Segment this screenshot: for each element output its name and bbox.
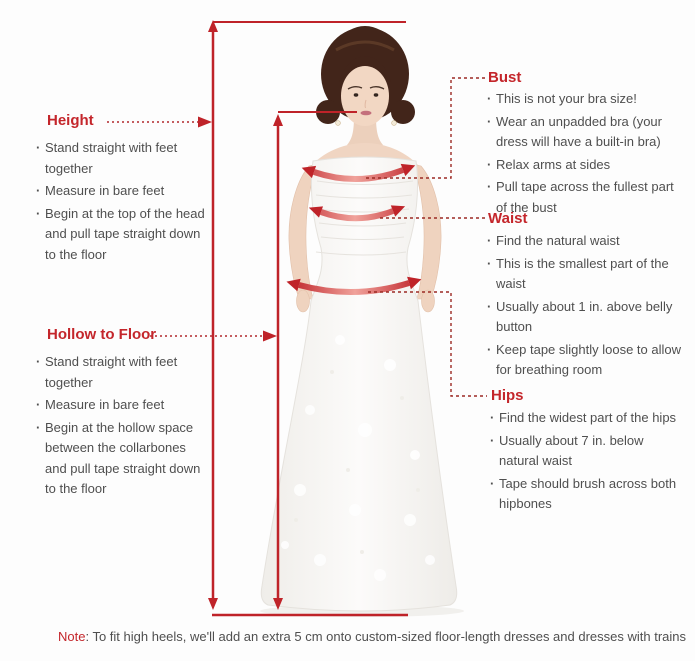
- face: [339, 56, 391, 126]
- bust-instructions-list: [487, 89, 681, 220]
- note-label: Note: [58, 629, 86, 644]
- list-item: · Begin at the top of the head and pull tape straight down to the floor: [36, 204, 208, 266]
- list-item: · Keep tape slightly loose to allow for breathing room: [487, 340, 681, 381]
- note-text: : To fit high heels, we'll add an extra 5 cm onto custom-sized floor-length dresses and dresses with trains: [85, 629, 687, 644]
- height-label-connector: [107, 117, 212, 128]
- list-item: · Pull tape across the fullest part of the bust: [487, 177, 681, 218]
- list-item: · Find the widest part of the hips: [490, 408, 682, 429]
- list-item: · Measure in bare feet: [36, 181, 208, 202]
- footer-note: [58, 629, 686, 644]
- waist-section-title: Waist: [488, 210, 528, 227]
- list-item: · Find the natural waist: [487, 231, 681, 252]
- waist-instructions-list: [487, 231, 681, 383]
- hips-instructions-list: [490, 408, 682, 517]
- hollow-to-floor-instructions-list: [36, 352, 208, 502]
- height-instructions-list: [36, 138, 208, 267]
- list-item: · Relax arms at sides: [487, 155, 681, 176]
- list-item: · Usually about 7 in. below natural waist: [490, 431, 682, 472]
- hips-section-title: Hips: [491, 387, 524, 404]
- list-item: · This is not your bra size!: [487, 89, 681, 110]
- height-section-title: Height: [47, 112, 94, 129]
- list-item: · Stand straight with feet together: [36, 138, 208, 179]
- bust-section-title: Bust: [488, 69, 522, 86]
- list-item: · Stand straight with feet together: [36, 352, 208, 393]
- list-item: · Measure in bare feet: [36, 395, 208, 416]
- hollow-to-floor-section-title: Hollow to Floor: [47, 326, 157, 343]
- list-item: · Usually about 1 in. above belly button: [487, 297, 681, 338]
- bride-figure: [260, 26, 464, 617]
- list-item: · Begin at the hollow space between the collarbones and pull tape straight down to the floor: [36, 418, 208, 500]
- list-item: · This is the smallest part of the waist: [487, 254, 681, 295]
- list-item: · Tape should brush across both hipbones: [490, 474, 682, 515]
- list-item: · Wear an unpadded bra (your dress will have a built-in bra): [487, 112, 681, 153]
